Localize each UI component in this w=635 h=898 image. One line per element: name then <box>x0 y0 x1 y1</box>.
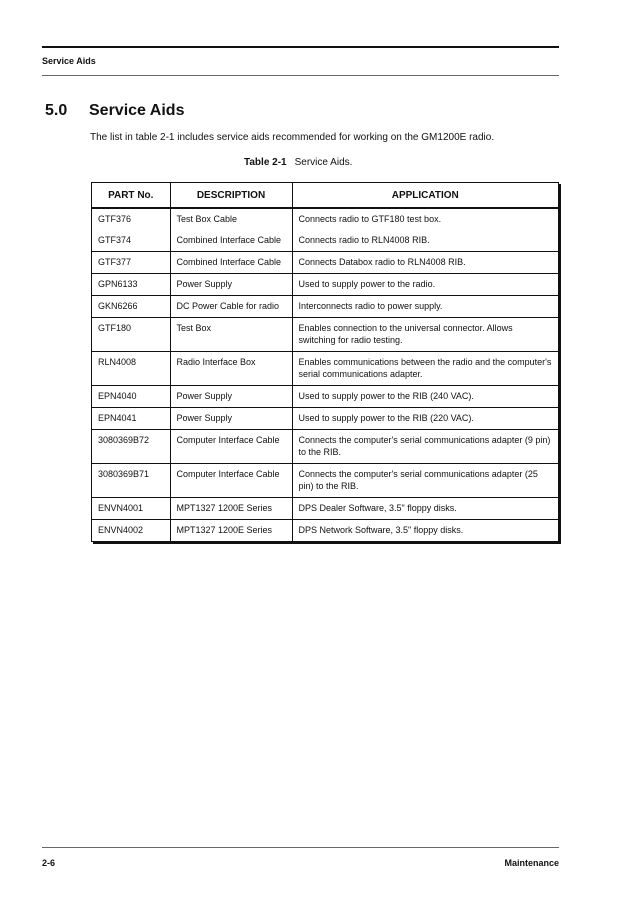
cell-application: Enables communications between the radio and the computer's serial communications adapter. <box>292 352 558 386</box>
column-header-description: DESCRIPTION <box>170 183 292 208</box>
table-row <box>92 274 558 296</box>
table-row <box>92 430 558 464</box>
cell-description: Combined Interface Cable <box>170 252 292 274</box>
cell-description: Power Supply <box>170 408 292 430</box>
cell-part-number: GKN6266 <box>92 296 170 318</box>
table-row <box>92 230 558 252</box>
cell-description: DC Power Cable for radio <box>170 296 292 318</box>
cell-description: MPT1327 1200E Series <box>170 520 292 542</box>
cell-application: Connects the computer's serial communications adapter (9 pin) to the RIB. <box>292 430 558 464</box>
cell-application: Connects radio to RLN4008 RIB. <box>298 235 430 245</box>
column-header-application: APPLICATION <box>292 183 558 208</box>
cell-description: Computer Interface Cable <box>170 430 292 464</box>
table-row <box>92 208 558 230</box>
cell-description: Combined Interface Cable <box>170 230 292 252</box>
table-row <box>92 252 558 274</box>
cell-part-number: EPN4040 <box>92 386 170 408</box>
service-aids-table <box>91 182 559 542</box>
table-row <box>92 520 558 542</box>
cell-description: Power Supply <box>170 274 292 296</box>
cell-part-number: ENVN4002 <box>92 520 170 542</box>
header-top-rule <box>42 46 559 48</box>
table-row <box>92 318 558 352</box>
cell-application: Connects radio to GTF180 test box. <box>292 208 558 230</box>
cell-application: Used to supply power to the RIB (220 VAC). <box>292 408 558 430</box>
section-heading <box>45 102 184 120</box>
cell-part-number: GTF377 <box>92 252 170 274</box>
table-row <box>92 352 558 386</box>
table-row <box>92 464 558 498</box>
cell-description: Power Supply <box>170 386 292 408</box>
section-number: 5.0 <box>45 102 68 119</box>
table-caption <box>244 157 352 168</box>
table-header-row <box>92 183 558 208</box>
cell-application: DPS Network Software, 3.5" floppy disks. <box>292 520 558 542</box>
table-row <box>92 498 558 520</box>
cell-description: Test Box Cable <box>170 208 292 230</box>
cell-description: Test Box <box>170 318 292 352</box>
table-row <box>92 408 558 430</box>
cell-part-number: ENVN4001 <box>92 498 170 520</box>
cell-description: MPT1327 1200E Series <box>170 498 292 520</box>
header-bottom-rule <box>42 75 559 76</box>
chapter-name: Maintenance <box>504 858 559 868</box>
cell-application: Connects the computer's serial communications adapter (25 pin) to the RIB. <box>292 464 558 498</box>
cell-part-number: 3080369B71 <box>92 464 170 498</box>
table-caption-text: Service Aids. <box>294 157 353 168</box>
cell-application: Connects Databox radio to RLN4008 RIB. <box>292 252 558 274</box>
cell-part-number: GTF374 <box>92 230 170 252</box>
table-caption-label: Table 2-1 <box>244 157 287 168</box>
cell-description: Radio Interface Box <box>170 352 292 386</box>
table-row <box>92 296 558 318</box>
running-header: Service Aids <box>42 56 96 66</box>
cell-part-number: EPN4041 <box>92 408 170 430</box>
cell-application: Interconnects radio to power supply. <box>292 296 558 318</box>
cell-description: Computer Interface Cable <box>170 464 292 498</box>
cell-part-number: GPN6133 <box>92 274 170 296</box>
table-row <box>92 386 558 408</box>
footer-rule <box>42 847 559 848</box>
cell-part-number: GTF376 <box>92 208 170 230</box>
cell-part-number: RLN4008 <box>92 352 170 386</box>
cell-application: Used to supply power to the radio. <box>292 274 558 296</box>
cell-part-number: GTF180 <box>92 318 170 352</box>
intro-paragraph: The list in table 2-1 includes service aids recommended for working on the GM1200E radio. <box>90 132 495 143</box>
page-number: 2-6 <box>42 858 56 868</box>
column-header-part: PART No. <box>92 183 170 208</box>
cell-part-number: 3080369B72 <box>92 430 170 464</box>
cell-application: Enables connection to the universal connector. Allows switching for radio testing. <box>292 318 558 352</box>
cell-application: DPS Dealer Software, 3.5" floppy disks. <box>292 498 558 520</box>
section-title: Service Aids <box>89 102 185 119</box>
cell-application: Used to supply power to the RIB (240 VAC). <box>292 386 558 408</box>
